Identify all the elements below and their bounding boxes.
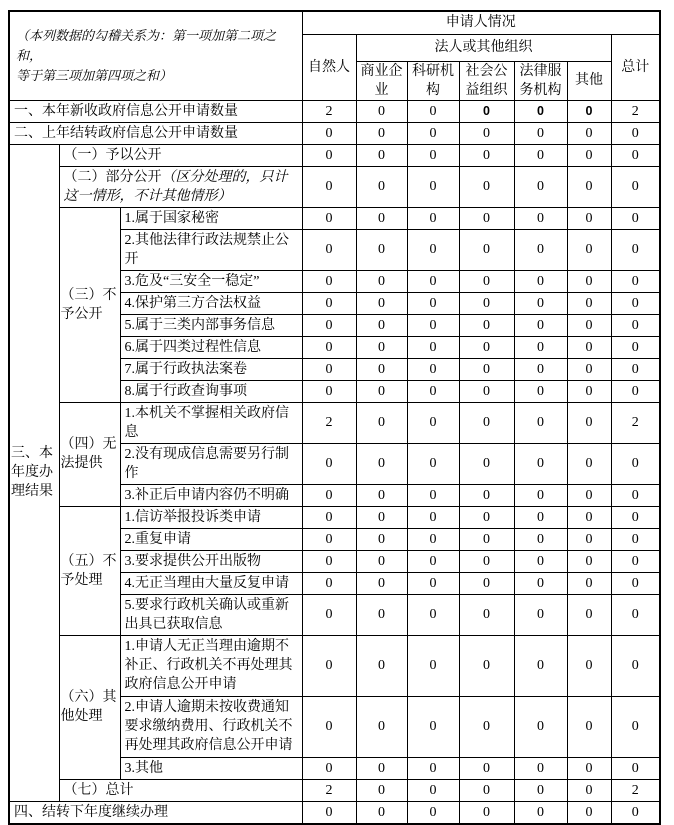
row-label: 一、本年新收政府信息公开申请数量 [9,100,302,122]
reconciliation-note-line2: 等于第三项加第四项之和） [16,67,173,83]
value-cell: 2 [611,779,660,801]
value-cell: 0 [514,528,567,550]
value-cell: 0 [514,122,567,144]
org-column-header: 社会公益组织 [459,61,514,100]
row-label: 3.其他 [120,757,302,779]
value-cell: 0 [514,801,567,824]
row-label-note: （区分处理的，只计这一情形，不计其他情形） [63,169,288,204]
value-cell: 0 [459,336,514,358]
value-cell: 0 [514,336,567,358]
table-row [9,207,660,229]
table-row [9,779,660,801]
value-cell: 0 [611,594,660,635]
value-cell: 0 [407,779,459,801]
row-label: 2.重复申请 [120,528,302,550]
value-cell: 0 [356,801,407,824]
row-label: 5.要求行政机关确认或重新出具已获取信息 [120,594,302,635]
org-column-header: 法律服务机构 [514,61,567,100]
value-cell: 0 [407,314,459,336]
value-cell: 0 [459,292,514,314]
value-cell: 0 [514,292,567,314]
value-cell: 0 [611,696,660,757]
value-cell: 0 [567,801,611,824]
row-label: 1.属于国家秘密 [120,207,302,229]
value-cell: 0 [302,380,356,402]
value-cell: 0 [514,635,567,696]
value-cell: 0 [356,100,407,122]
value-cell: 0 [611,635,660,696]
value-cell: 0 [611,572,660,594]
value-cell: 0 [567,443,611,484]
value-cell: 0 [611,528,660,550]
value-cell: 0 [302,757,356,779]
legal-other-org-header: 法人或其他组织 [356,34,611,61]
value-cell: 0 [407,550,459,572]
value-cell: 0 [514,443,567,484]
reconciliation-note-cell [9,11,302,100]
org-column-header: 科研机构 [407,61,459,100]
value-cell: 0 [302,358,356,380]
value-cell: 0 [459,635,514,696]
row-label [59,166,302,207]
value-cell: 0 [302,484,356,506]
value-cell: 0 [567,166,611,207]
value-cell: 0 [407,443,459,484]
value-cell: 0 [611,506,660,528]
natural-person-header: 自然人 [302,34,356,100]
value-cell: 0 [611,484,660,506]
value-cell: 0 [407,122,459,144]
gov-info-disclosure-table [8,10,661,825]
row-label: 二、上年结转政府信息公开申请数量 [9,122,302,144]
value-cell: 0 [356,229,407,270]
value-cell: 0 [611,314,660,336]
row-label: 2.申请人逾期未按收费通知要求缴纳费用、行政机关不再处理其政府信息公开申请 [120,696,302,757]
value-cell: 2 [611,402,660,443]
value-cell: 0 [356,207,407,229]
value-cell: 0 [407,336,459,358]
value-cell: 0 [514,572,567,594]
value-cell: 0 [356,550,407,572]
value-cell: 0 [302,314,356,336]
value-cell: 0 [459,100,514,122]
value-cell: 2 [302,100,356,122]
value-cell: 0 [407,292,459,314]
value-cell: 0 [459,314,514,336]
value-cell: 0 [407,380,459,402]
value-cell: 0 [611,229,660,270]
value-cell: 0 [514,100,567,122]
value-cell: 0 [567,757,611,779]
value-cell: 0 [567,207,611,229]
value-cell: 0 [407,166,459,207]
value-cell: 0 [356,166,407,207]
value-cell: 0 [514,594,567,635]
value-cell: 0 [567,635,611,696]
value-cell: 0 [514,696,567,757]
value-cell: 0 [514,484,567,506]
value-cell: 0 [567,270,611,292]
value-cell: 0 [514,757,567,779]
value-cell: 0 [459,696,514,757]
row-label: 2.没有现成信息需要另行制作 [120,443,302,484]
row-label: 8.属于行政查询事项 [120,380,302,402]
table-row [9,144,660,166]
value-cell: 0 [356,336,407,358]
row-label: 1.本机关不掌握相关政府信息 [120,402,302,443]
value-cell: 0 [567,572,611,594]
row-label: 1.信访举报投诉类申请 [120,506,302,528]
value-cell: 0 [567,229,611,270]
value-cell: 0 [356,292,407,314]
value-cell: 0 [514,144,567,166]
value-cell: 0 [459,594,514,635]
value-cell: 0 [356,696,407,757]
value-cell: 0 [567,550,611,572]
value-cell: 0 [356,144,407,166]
value-cell: 0 [356,572,407,594]
value-cell: 2 [302,779,356,801]
value-cell: 0 [459,270,514,292]
value-cell: 0 [407,270,459,292]
value-cell: 0 [459,166,514,207]
value-cell: 0 [459,550,514,572]
table-row [9,402,660,443]
value-cell: 0 [302,229,356,270]
row-label: 2.其他法律行政法规禁止公开 [120,229,302,270]
value-cell: 0 [407,484,459,506]
value-cell: 0 [407,100,459,122]
value-cell: 0 [302,550,356,572]
value-cell: 0 [407,229,459,270]
value-cell: 0 [611,550,660,572]
value-cell: 0 [356,270,407,292]
value-cell: 0 [514,506,567,528]
value-cell: 0 [459,443,514,484]
value-cell: 0 [514,207,567,229]
value-cell: 0 [514,358,567,380]
value-cell: 0 [407,801,459,824]
value-cell: 0 [302,801,356,824]
table-row [9,801,660,824]
value-cell: 0 [611,144,660,166]
value-cell: 0 [514,779,567,801]
value-cell: 0 [356,358,407,380]
value-cell: 0 [459,528,514,550]
value-cell: 0 [567,506,611,528]
value-cell: 0 [459,757,514,779]
value-cell: 0 [302,270,356,292]
value-cell: 0 [567,380,611,402]
value-cell: 0 [302,696,356,757]
value-cell: 0 [567,144,611,166]
value-cell: 0 [567,779,611,801]
value-cell: 0 [302,166,356,207]
value-cell: 0 [514,550,567,572]
row-label-main: （二）部分公开 [63,169,162,185]
row-label: 1.申请人无正当理由逾期不补正、行政机关不再处理其政府信息公开申请 [120,635,302,696]
value-cell: 0 [567,696,611,757]
group-label: （三）不予公开 [59,207,120,402]
value-cell: 0 [302,594,356,635]
value-cell: 0 [356,594,407,635]
value-cell: 0 [611,801,660,824]
value-cell: 0 [459,144,514,166]
value-cell: 0 [302,506,356,528]
value-cell: 0 [567,594,611,635]
value-cell: 2 [611,100,660,122]
value-cell: 0 [356,635,407,696]
value-cell: 0 [302,336,356,358]
org-column-header: 其他 [567,61,611,100]
value-cell: 0 [407,528,459,550]
table-row [9,166,660,207]
value-cell: 0 [514,402,567,443]
value-cell: 0 [302,572,356,594]
value-cell: 2 [302,402,356,443]
value-cell: 0 [407,594,459,635]
value-cell: 0 [567,122,611,144]
section-label: 三、本年度办理结果 [9,144,59,801]
value-cell: 0 [407,207,459,229]
row-label: （一）予以公开 [59,144,302,166]
value-cell: 0 [611,336,660,358]
value-cell: 0 [611,166,660,207]
value-cell: 0 [514,270,567,292]
value-cell: 0 [356,122,407,144]
table-row [9,122,660,144]
value-cell: 0 [356,506,407,528]
value-cell: 0 [302,144,356,166]
row-label: 6.属于四类过程性信息 [120,336,302,358]
value-cell: 0 [567,100,611,122]
value-cell: 0 [356,380,407,402]
group-label: （四）无法提供 [59,402,120,506]
value-cell: 0 [407,144,459,166]
value-cell: 0 [514,380,567,402]
value-cell: 0 [459,358,514,380]
value-cell: 0 [356,779,407,801]
value-cell: 0 [459,380,514,402]
total-header: 总计 [611,34,660,100]
value-cell: 0 [302,122,356,144]
value-cell: 0 [459,506,514,528]
value-cell: 0 [611,380,660,402]
value-cell: 0 [611,122,660,144]
value-cell: 0 [407,572,459,594]
value-cell: 0 [514,314,567,336]
value-cell: 0 [356,443,407,484]
row-label: 5.属于三类内部事务信息 [120,314,302,336]
value-cell: 0 [567,528,611,550]
value-cell: 0 [356,484,407,506]
value-cell: 0 [567,314,611,336]
row-label: 7.属于行政执法案卷 [120,358,302,380]
value-cell: 0 [459,484,514,506]
value-cell: 0 [407,358,459,380]
row-label: （七）总计 [59,779,302,801]
value-cell: 0 [356,314,407,336]
report-table-container [8,10,661,825]
row-label: 3.要求提供公开出版物 [120,550,302,572]
table-row [9,635,660,696]
org-column-header: 商业企业 [356,61,407,100]
value-cell: 0 [302,292,356,314]
row-label: 4.无正当理由大量反复申请 [120,572,302,594]
row-label: 3.补正后申请内容仍不明确 [120,484,302,506]
value-cell: 0 [407,402,459,443]
value-cell: 0 [302,635,356,696]
value-cell: 0 [567,484,611,506]
value-cell: 0 [567,358,611,380]
value-cell: 0 [459,801,514,824]
value-cell: 0 [611,292,660,314]
value-cell: 0 [611,358,660,380]
value-cell: 0 [302,207,356,229]
table-row [9,100,660,122]
group-label: （五）不予处理 [59,506,120,635]
value-cell: 0 [459,207,514,229]
reconciliation-note-line1: （本列数据的勾稽关系为：第一项加第二项之和， [16,27,277,63]
value-cell: 0 [302,528,356,550]
value-cell: 0 [567,292,611,314]
value-cell: 0 [514,229,567,270]
applicant-status-header: 申请人情况 [302,11,660,34]
value-cell: 0 [356,402,407,443]
value-cell: 0 [302,443,356,484]
value-cell: 0 [611,757,660,779]
value-cell: 0 [611,270,660,292]
group-label: （六）其他处理 [59,635,120,779]
value-cell: 0 [356,528,407,550]
value-cell: 0 [459,229,514,270]
row-label: 4.保护第三方合法权益 [120,292,302,314]
value-cell: 0 [407,635,459,696]
value-cell: 0 [459,572,514,594]
value-cell: 0 [459,122,514,144]
value-cell: 0 [407,506,459,528]
value-cell: 0 [356,757,407,779]
row-label: 3.危及“三安全一稳定” [120,270,302,292]
row-label: 四、结转下年度继续办理 [9,801,302,824]
table-row [9,506,660,528]
value-cell: 0 [514,166,567,207]
value-cell: 0 [567,336,611,358]
value-cell: 0 [407,696,459,757]
value-cell: 0 [567,402,611,443]
value-cell: 0 [611,207,660,229]
value-cell: 0 [611,443,660,484]
value-cell: 0 [459,402,514,443]
value-cell: 0 [459,779,514,801]
value-cell: 0 [407,757,459,779]
